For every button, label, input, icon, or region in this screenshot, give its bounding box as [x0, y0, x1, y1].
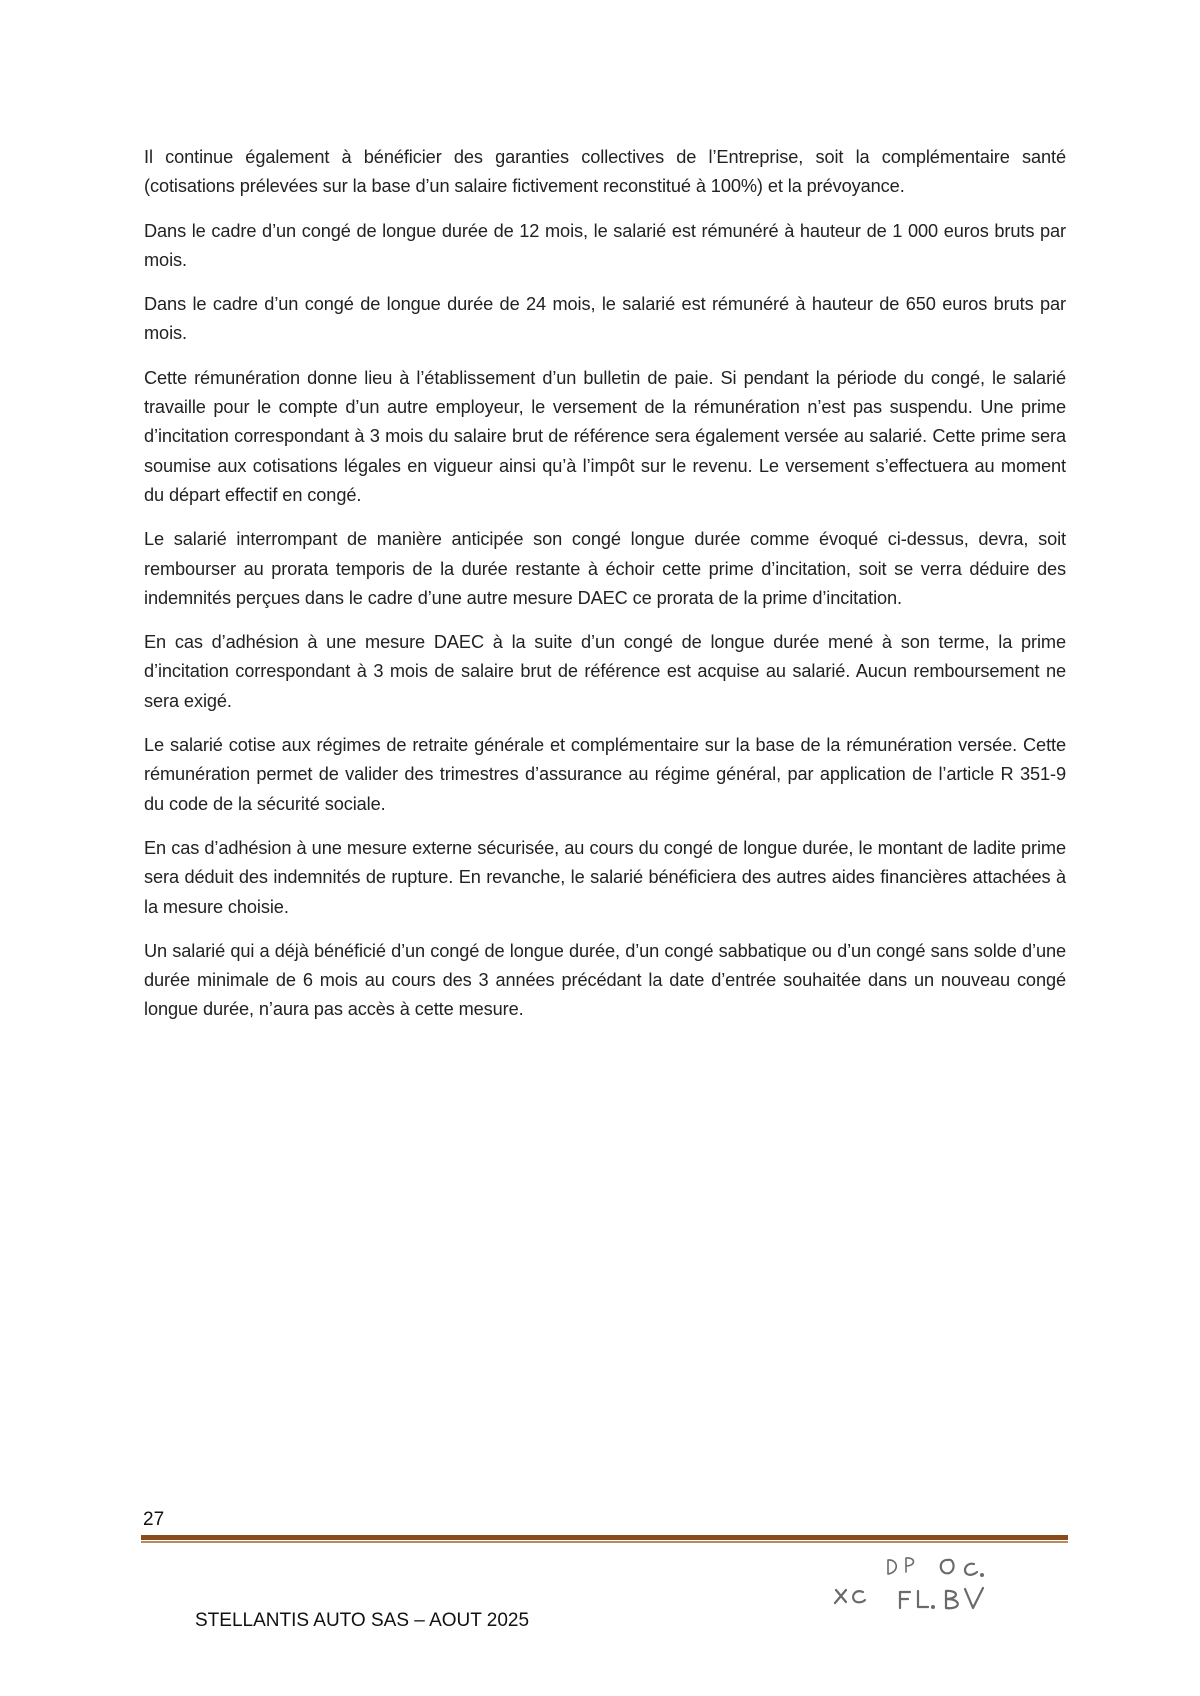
paragraph-5: Le salarié interrompant de manière anticipée son congé longue durée comme évoqué ci-dessus, devra, soit rembourser au prorata temporis de la durée restante à échoir cette prime d’incitation, soit se verra déduire des indemnités perçues dans le cadre d’une autre mesure DAEC ce prorata de la prime d’incitation. — [144, 529, 1066, 608]
paragraph-1: Il continue également à bénéficier des garanties collectives de l’Entreprise, soit la complémentaire santé (cotisations prélevées sur la base d’un salaire fictivement reconstitué à 100%) et la prévoyance. — [144, 147, 1066, 197]
footer-rule-thin — [141, 1541, 1068, 1543]
paragraph-6: En cas d’adhésion à une mesure DAEC à la suite d’un congé de longue durée mené à son terme, la prime d’incitation correspondant à 3 mois de salaire brut de référence est acquise au salarié. Aucun remboursement ne sera exigé. — [144, 632, 1066, 711]
document-body — [144, 143, 1066, 1040]
footer-company-date: STELLANTIS AUTO SAS – AOUT 2025 — [195, 1610, 530, 1631]
page-number: 27 — [143, 1509, 165, 1530]
paragraph-3: Dans le cadre d’un congé de longue durée de 24 mois, le salarié est rémunéré à hauteur de 650 euros bruts par mois. — [144, 294, 1066, 344]
paragraph-8: En cas d’adhésion à une mesure externe sécurisée, au cours du congé de longue durée, le montant de ladite prime sera déduit des indemnités de rupture. En revanche, le salarié bénéficiera des autres aides financières attachées à la mesure choisie. — [144, 837, 1066, 917]
footer-rule-thick — [141, 1535, 1068, 1540]
paragraph-7: Le salarié cotise aux régimes de retraite générale et complémentaire sur la base de la rémunération versée. Cette rémunération permet de valider des trimestres d’assurance au régime général, par application de l’article R 351-9 du code de la sécurité sociale. — [144, 735, 1066, 814]
footer-rule — [141, 1535, 1068, 1543]
paragraph-2: Dans le cadre d’un congé de longue durée de 12 mois, le salarié est rémunéré à hauteur de 1 000 euros bruts par mois. — [144, 220, 1066, 270]
handwritten-initials — [830, 1548, 1010, 1618]
paragraph-4: Cette rémunération donne lieu à l’établissement d’un bulletin de paie. Si pendant la période du congé, le salarié travaille pour le compte d’un autre employeur, le versement de la rémunération n’est pas suspendu. Une prime d’incitation correspondant à 3 mois du salaire brut de référence sera également versée au salarié. Cette prime sera soumise aux cotisations légales en vigueur ainsi qu’à l’impôt sur le revenu. Le versement s’effectuera au moment du départ effectif en congé. — [144, 367, 1066, 505]
paragraph-9: Un salarié qui a déjà bénéficié d’un congé de longue durée, d’un congé sabbatique ou d’un congé sans solde d’une durée minimale de 6 mois au cours des 3 années précédant la date d’entrée souhaitée dans un nouveau congé longue durée, n’aura pas accès à cette mesure. — [144, 940, 1066, 1020]
